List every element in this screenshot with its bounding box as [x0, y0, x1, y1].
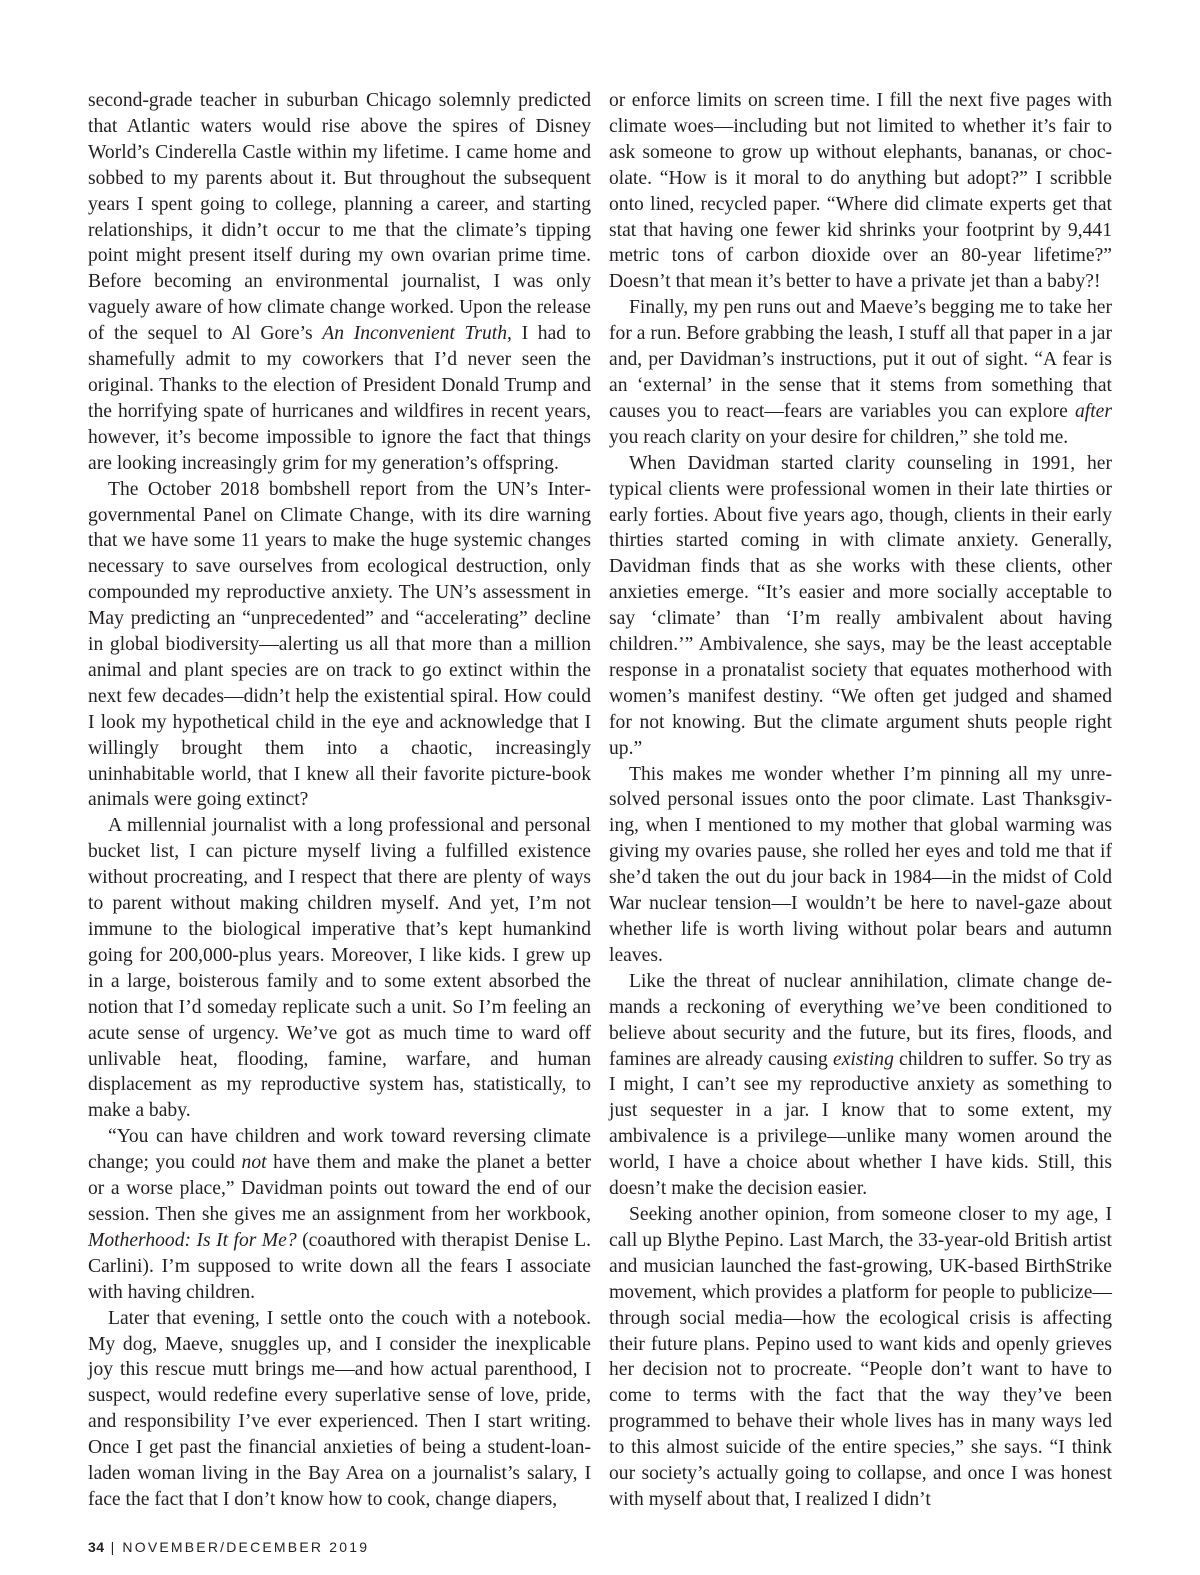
article-paragraph: [88, 1306, 591, 1513]
italic-text: after: [1074, 400, 1112, 422]
paragraph-text: or enforce limits on screen time. I fill the next five pages with climate woes—including but not limited to whether it’s fair to ask someone to grow up without elephants, bananas, or chocolate. “How is it moral to do anything but adopt?” I scribble onto lined, recycled paper. “Where did climate experts get that stat that having one fewer kid shrinks your footprint by 9,441 metric tons of carbon dioxide over an 80-year lifetime?” Doesn’t that mean it’s better to have a private jet than a baby?!: [609, 90, 1112, 293]
paragraph-text: have them and make the planet a better or a worse place,” Davidman points out toward the end of our session. Then she gives me an assignment from her workbook,: [88, 1152, 591, 1225]
article-paragraph: [88, 88, 591, 477]
paragraph-text: Later that evening, I settle onto the couch with a notebook. My dog, Maeve, snuggles up, and I consider the inexplicable joy this rescue mutt brings me—and how actual parenthood, I suspect, would redefine every superlative sense of love, pride, and responsibility I’ve ever experienced. Then I start writing. Once I get past the financial anxieties of being a student-loan-laden woman living in the Bay Area on a journalist’s salary, I face the fact that I don’t know how to cook, change diapers,: [88, 1307, 591, 1510]
paragraph-text: second-grade teacher in suburban Chicago solemnly predicted that Atlantic waters would rise above the spires of Disney World’s Cinderella Castle within my lifetime. I came home and sobbed to my parents about it. But throughout the subsequent years I spent going to college, planning a career, and starting relationships, it didn’t occur to me that the climate’s tipping point might present itself during my own ovarian prime time. Before becoming an environmental journalist, I was only vaguely aware of how climate change worked. Upon the release of the sequel to Al Gore’s: [88, 90, 591, 345]
paragraph-text: A millennial journalist with a long professional and personal bucket list, I can picture myself living a fulfilled existence without procreating, and I respect that there are plenty of ways to parent without making children myself. And yet, I’m not immune to the biological imperative that’s kept humankind going for 200,000-plus years. Moreover, I like kids. I grew up in a large, boisterous family and to some extent absorbed the notion that I’d someday replicate such a unit. So I’m feeling an acute sense of urgency. We’ve got as much time to ward off unlivable heat, flooding, famine, warfare, and human displacement as my reproductive system has, statistically, to make a baby.: [88, 815, 591, 1122]
paragraph-text: (coauthored with therapist Denise L. Carlini). I’m supposed to write down all the fears I associate with having children.: [88, 1229, 591, 1303]
article-paragraph: [609, 451, 1112, 762]
paragraph-text: When Davidman started clarity counseling in 1991, her typical clients were professional women in their late thirties or early forties. About five years ago, though, clients in their early thirties started coming in with climate anxiety. Generally, Davidman finds that as she works with these clients, other anxieties emerge. “It’s easier and more socially acceptable to say ‘climate’ than ‘I’m really ambivalent about having children.’” Ambivalence, she says, may be the least acceptable response in a pronatalist society that equates motherhood with women’s manifest destiny. “We often get judged and shamed for not knowing. But the climate argument shuts people right up.”: [609, 452, 1112, 759]
issue-date: NOVEMBER/DECEMBER 2019: [122, 1539, 370, 1555]
page-number: 34: [88, 1539, 105, 1555]
article-paragraph: [609, 88, 1112, 295]
paragraph-text: children to suffer. So try as I might, I can’t see my reproductive anxiety as something to just sequester in a jar. I know that to some extent, my ambivalence is a privilege—unlike many women around the world, I have a choice about whether I have kids. Still, this doesn’t make the decision easier.: [609, 1048, 1112, 1200]
paragraph-text: This makes me wonder whether I’m pinning all my unresolved personal issues onto the poor climate. Last Thanksgiving, when I mentioned to my mother that global warming was giving my ovaries pause, she rolled her eyes and told me that if she’d taken the out du jour back in 1984—in the midst of Cold War nuclear tension—I wouldn’t be here to navel-gaze about whether life is worth living without polar bears and autumn leaves.: [609, 763, 1112, 966]
paragraph-text: Finally, my pen runs out and Maeve’s begging me to take her for a run. Before grabbing the leash, I stuff all that paper in a jar and, per Davidman’s instructions, put it out of sight. “A fear is an ‘external’ in the sense that it stems from something that causes you to react—fears are variables you can explore: [609, 297, 1112, 422]
article-paragraph: [609, 969, 1112, 1202]
article-column-right: [609, 88, 1112, 1513]
italic-text: existing: [832, 1048, 894, 1070]
paragraph-text: “You can have children and work toward reversing climate change; you could: [88, 1126, 591, 1174]
article-paragraph: [88, 813, 591, 1124]
paragraph-text: Like the threat of nuclear annihilation, climate change demands a reckoning of everything we’ve been conditioned to believe about security and the future, but its fires, floods, and famines are already causing: [609, 970, 1112, 1070]
italic-text: not: [241, 1152, 267, 1174]
article-paragraph: [88, 477, 591, 814]
page-footer: [88, 1539, 369, 1555]
italic-text: An Inconvenient Truth,: [322, 323, 512, 345]
article-paragraph: [609, 295, 1112, 450]
italic-text: Motherhood: Is It for Me?: [88, 1229, 297, 1251]
paragraph-text: Seeking another opinion, from someone closer to my age, I call up Blythe Pepino. Last March, the 33-year-old British artist and musician launched the fast-growing, UK-based BirthStrike movement, which provides a platform for people to publicize—through social media—how the ecological crisis is affecting their future plans. Pepino used to want kids and openly grieves her decision not to procreate. “People don’t want to have to come to terms with the fact that the way they’ve been programmed to behave their whole lives has in many ways led to this almost suicide of the entire species,” she says. “I think our society’s actually going to collapse, and once I was honest with myself about that, I realized I didn’t: [609, 1203, 1112, 1510]
article-column-left: [88, 88, 591, 1513]
paragraph-text: you reach clarity on your desire for children,” she told me.: [609, 426, 1069, 448]
footer-separator: |: [110, 1539, 117, 1555]
article-paragraph: [88, 1124, 591, 1305]
paragraph-text: I had to shamefully admit to my coworkers that I’d never seen the original. Thanks to the election of President Donald Trump and the horrifying spate of hurricanes and wildfires in recent years, however, it’s become impossible to ignore the fact that things are looking increasingly grim for my generation’s offspring.: [88, 323, 591, 474]
article-paragraph: [609, 1202, 1112, 1513]
article-paragraph: [609, 762, 1112, 969]
paragraph-text: The October 2018 bombshell report from the UN’s Intergovernmental Panel on Climate Change, with its dire warning that we have some 11 years to make the huge systemic changes necessary to save ourselves from ecological destruction, only compounded my reproductive anxiety. The UN’s assessment in May predicting an “unprecedented” and “accelerating” decline in global biodiversity—alerting us all that more than a million animal and plant species are on track to go extinct within the next few decades—didn’t help the existential spiral. How could I look my hypothetical child in the eye and acknowledge that I willingly brought them into a chaotic, increasingly uninhabitable world, that I knew all their favorite picture-book animals were going extinct?: [88, 478, 591, 811]
